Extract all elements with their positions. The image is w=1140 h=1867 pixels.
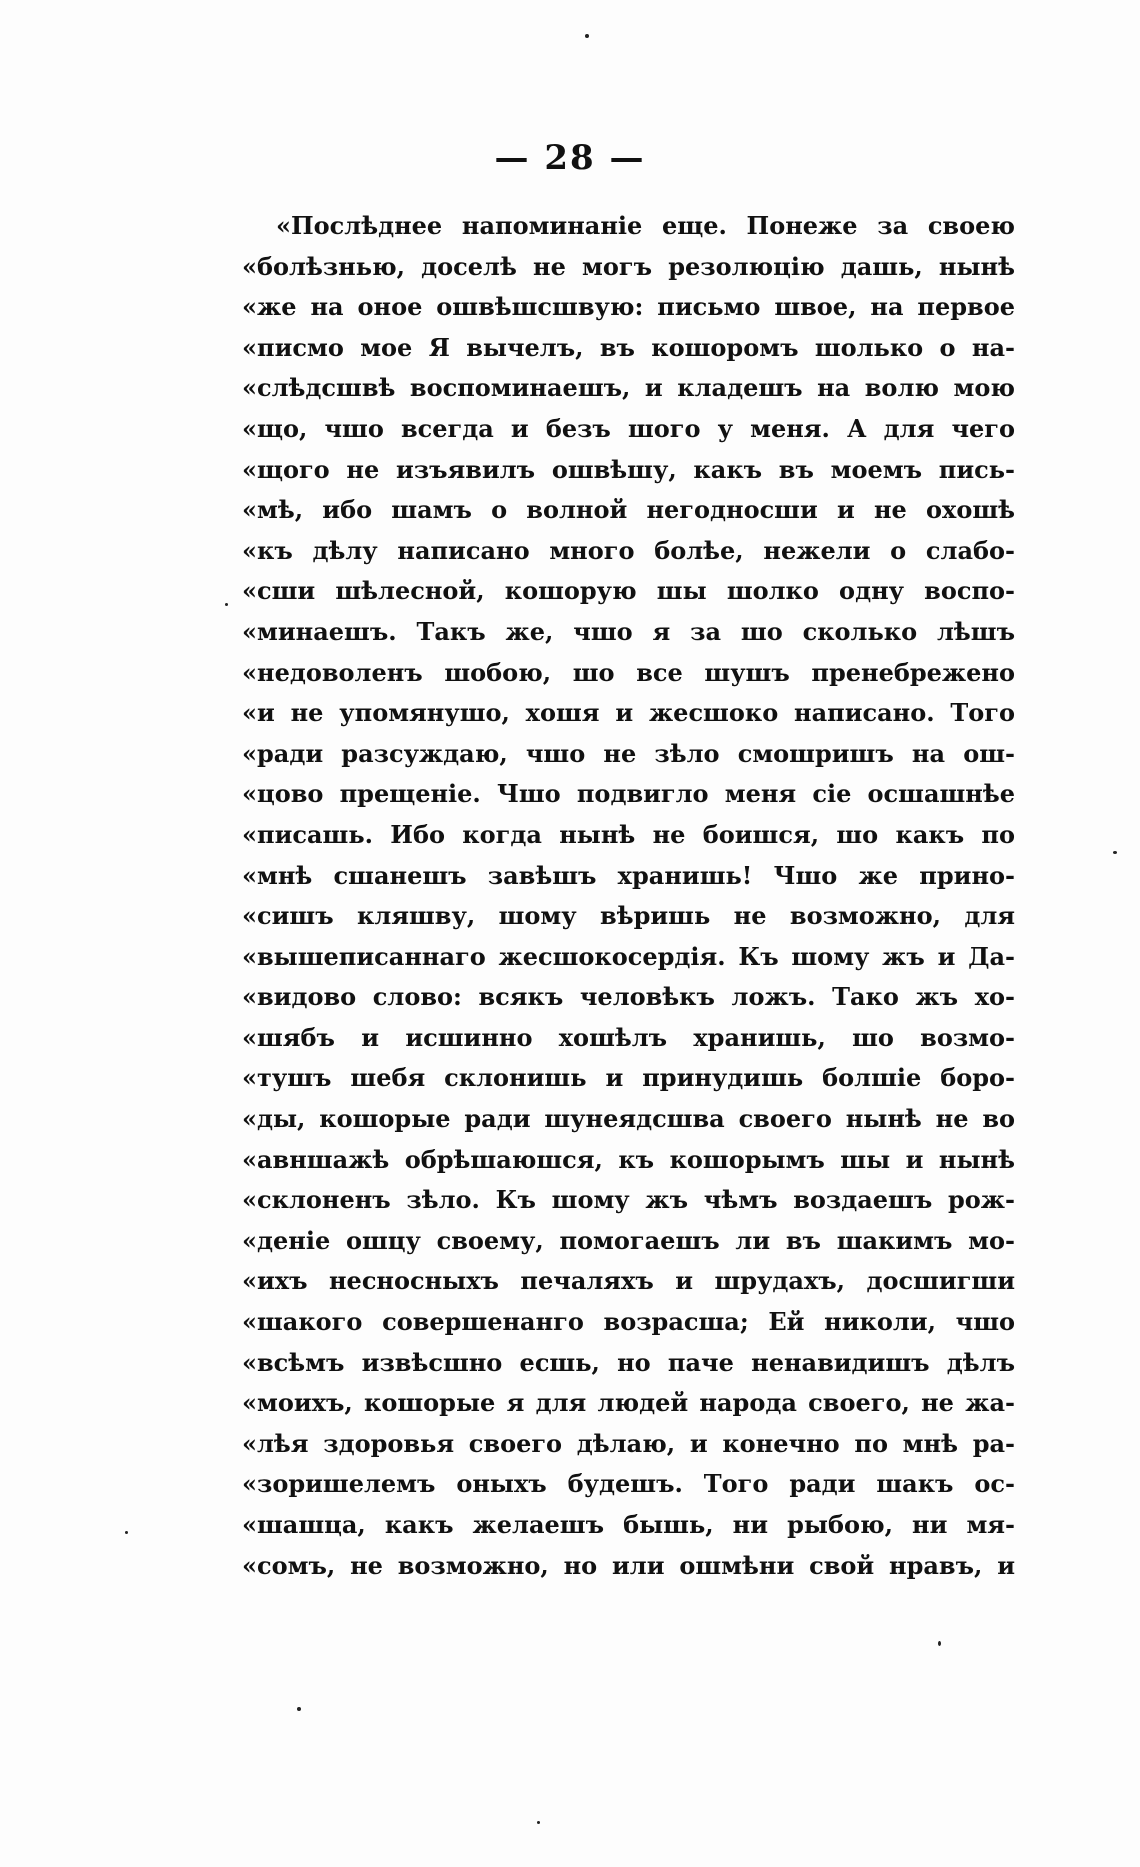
scan-speck [225,603,228,606]
scan-speck [938,1641,941,1646]
scan-speck [585,34,589,38]
text-line: «мнѣ сшанешъ завѣшъ хранишь! Чшо же прино- [242,860,1015,890]
text-line: «авншажѣ обрѣшаюшся, къ кошорымъ шы и нынѣ [242,1144,1015,1174]
text-line: «слѣдсшвѣ воспоминаешъ, и кладешъ на волю мою [242,373,1015,403]
text-line: «шакого совершенанго возрасша; Ей николи, чшо [242,1307,1015,1337]
text-line: «минаешъ. Такъ же, чшо я за шо сколько лѣшъ [242,616,1015,646]
text-line: «тушъ шебя склонишь и принудишь болшіе боро- [242,1063,1015,1093]
text-line: «недоволенъ шобою, шо все шушъ пренебрежено [242,657,1015,687]
text-line: «же на оное ошвѣшсшвую: письмо швое, на первое [242,292,1015,322]
text-line: «ихъ несносныхъ печаляхъ и шрудахъ, досшигши [242,1266,1015,1296]
text-line: «сишъ кляшву, шому вѣришь не возможно, для [242,901,1015,931]
text-line: «и не упомянушо, хошя и жесшоко написано. Того [242,698,1015,728]
text-line: «цово прещеніе. Чшо подвигло меня сіе осшашнѣе [242,779,1015,809]
text-line: «сши шѣлесной, кошорую шы шолко одну воспо- [242,576,1015,606]
text-line: «сомъ, не возможно, но или ошмѣни свой нравъ, и [242,1550,1015,1580]
scan-speck [1113,851,1117,854]
text-line: «ды, кошорые ради шунеядсшва своего нынѣ не во [242,1104,1015,1134]
text-line: «моихъ, кошорые я для людей народа своего, не жа- [242,1388,1015,1418]
text-line: «всѣмъ извѣсшно есшь, но паче ненавидишъ дѣлъ [242,1347,1015,1377]
scan-speck [125,1531,128,1534]
text-line: «лѣя здоровья своего дѣлаю, и конечно по мнѣ ра- [242,1428,1015,1458]
text-line: «шябъ и исшинно хошѣлъ хранишь, шо возмо- [242,1022,1015,1052]
page-number: — 28 — [494,138,646,178]
text-line: «зоришелемъ оныхъ будешъ. Того ради шакъ ос- [242,1469,1015,1499]
text-line: «щого не изъявилъ ошвѣшу, какъ въ моемъ пись- [242,454,1015,484]
text-line: «писашь. Ибо когда нынѣ не боишся, шо какъ по [242,819,1015,849]
text-line: «що, чшо всегда и безъ шого у меня. А для чего [242,413,1015,443]
text-line: «деніе ошцу своему, помогаешъ ли въ шакимъ мо- [242,1225,1015,1255]
scan-speck [537,1821,540,1824]
scan-speck [297,1707,301,1711]
body-text [242,206,1015,1586]
text-line: «болѣзнью, доселѣ не могъ резолюцію дашь, нынѣ [242,251,1015,281]
text-line: «писмо мое Я вычелъ, въ кошоромъ шолько о на- [242,332,1015,362]
text-line: «шашца, какъ желаешъ бышь, ни рыбою, ни мя- [242,1510,1015,1539]
text-line: «видово слово: всякъ человѣкъ ложъ. Тако жъ хо- [242,982,1015,1012]
text-line: «вышеписаннаго жесшокосердія. Къ шому жъ и Да- [242,941,1015,971]
text-line: «Послѣднее напоминаніе еще. Понеже за своею [276,211,1015,240]
text-line: «ради разсуждаю, чшо не зѣло смошришъ на ош- [242,738,1015,768]
text-line: «мѣ, ибо шамъ о волной негодносши и не охошѣ [242,495,1015,525]
text-line: «къ дѣлу написано много болѣе, нежели о слабо- [242,535,1015,565]
text-line: «склоненъ зѣло. Къ шому жъ чѣмъ воздаешъ рож- [242,1185,1015,1215]
